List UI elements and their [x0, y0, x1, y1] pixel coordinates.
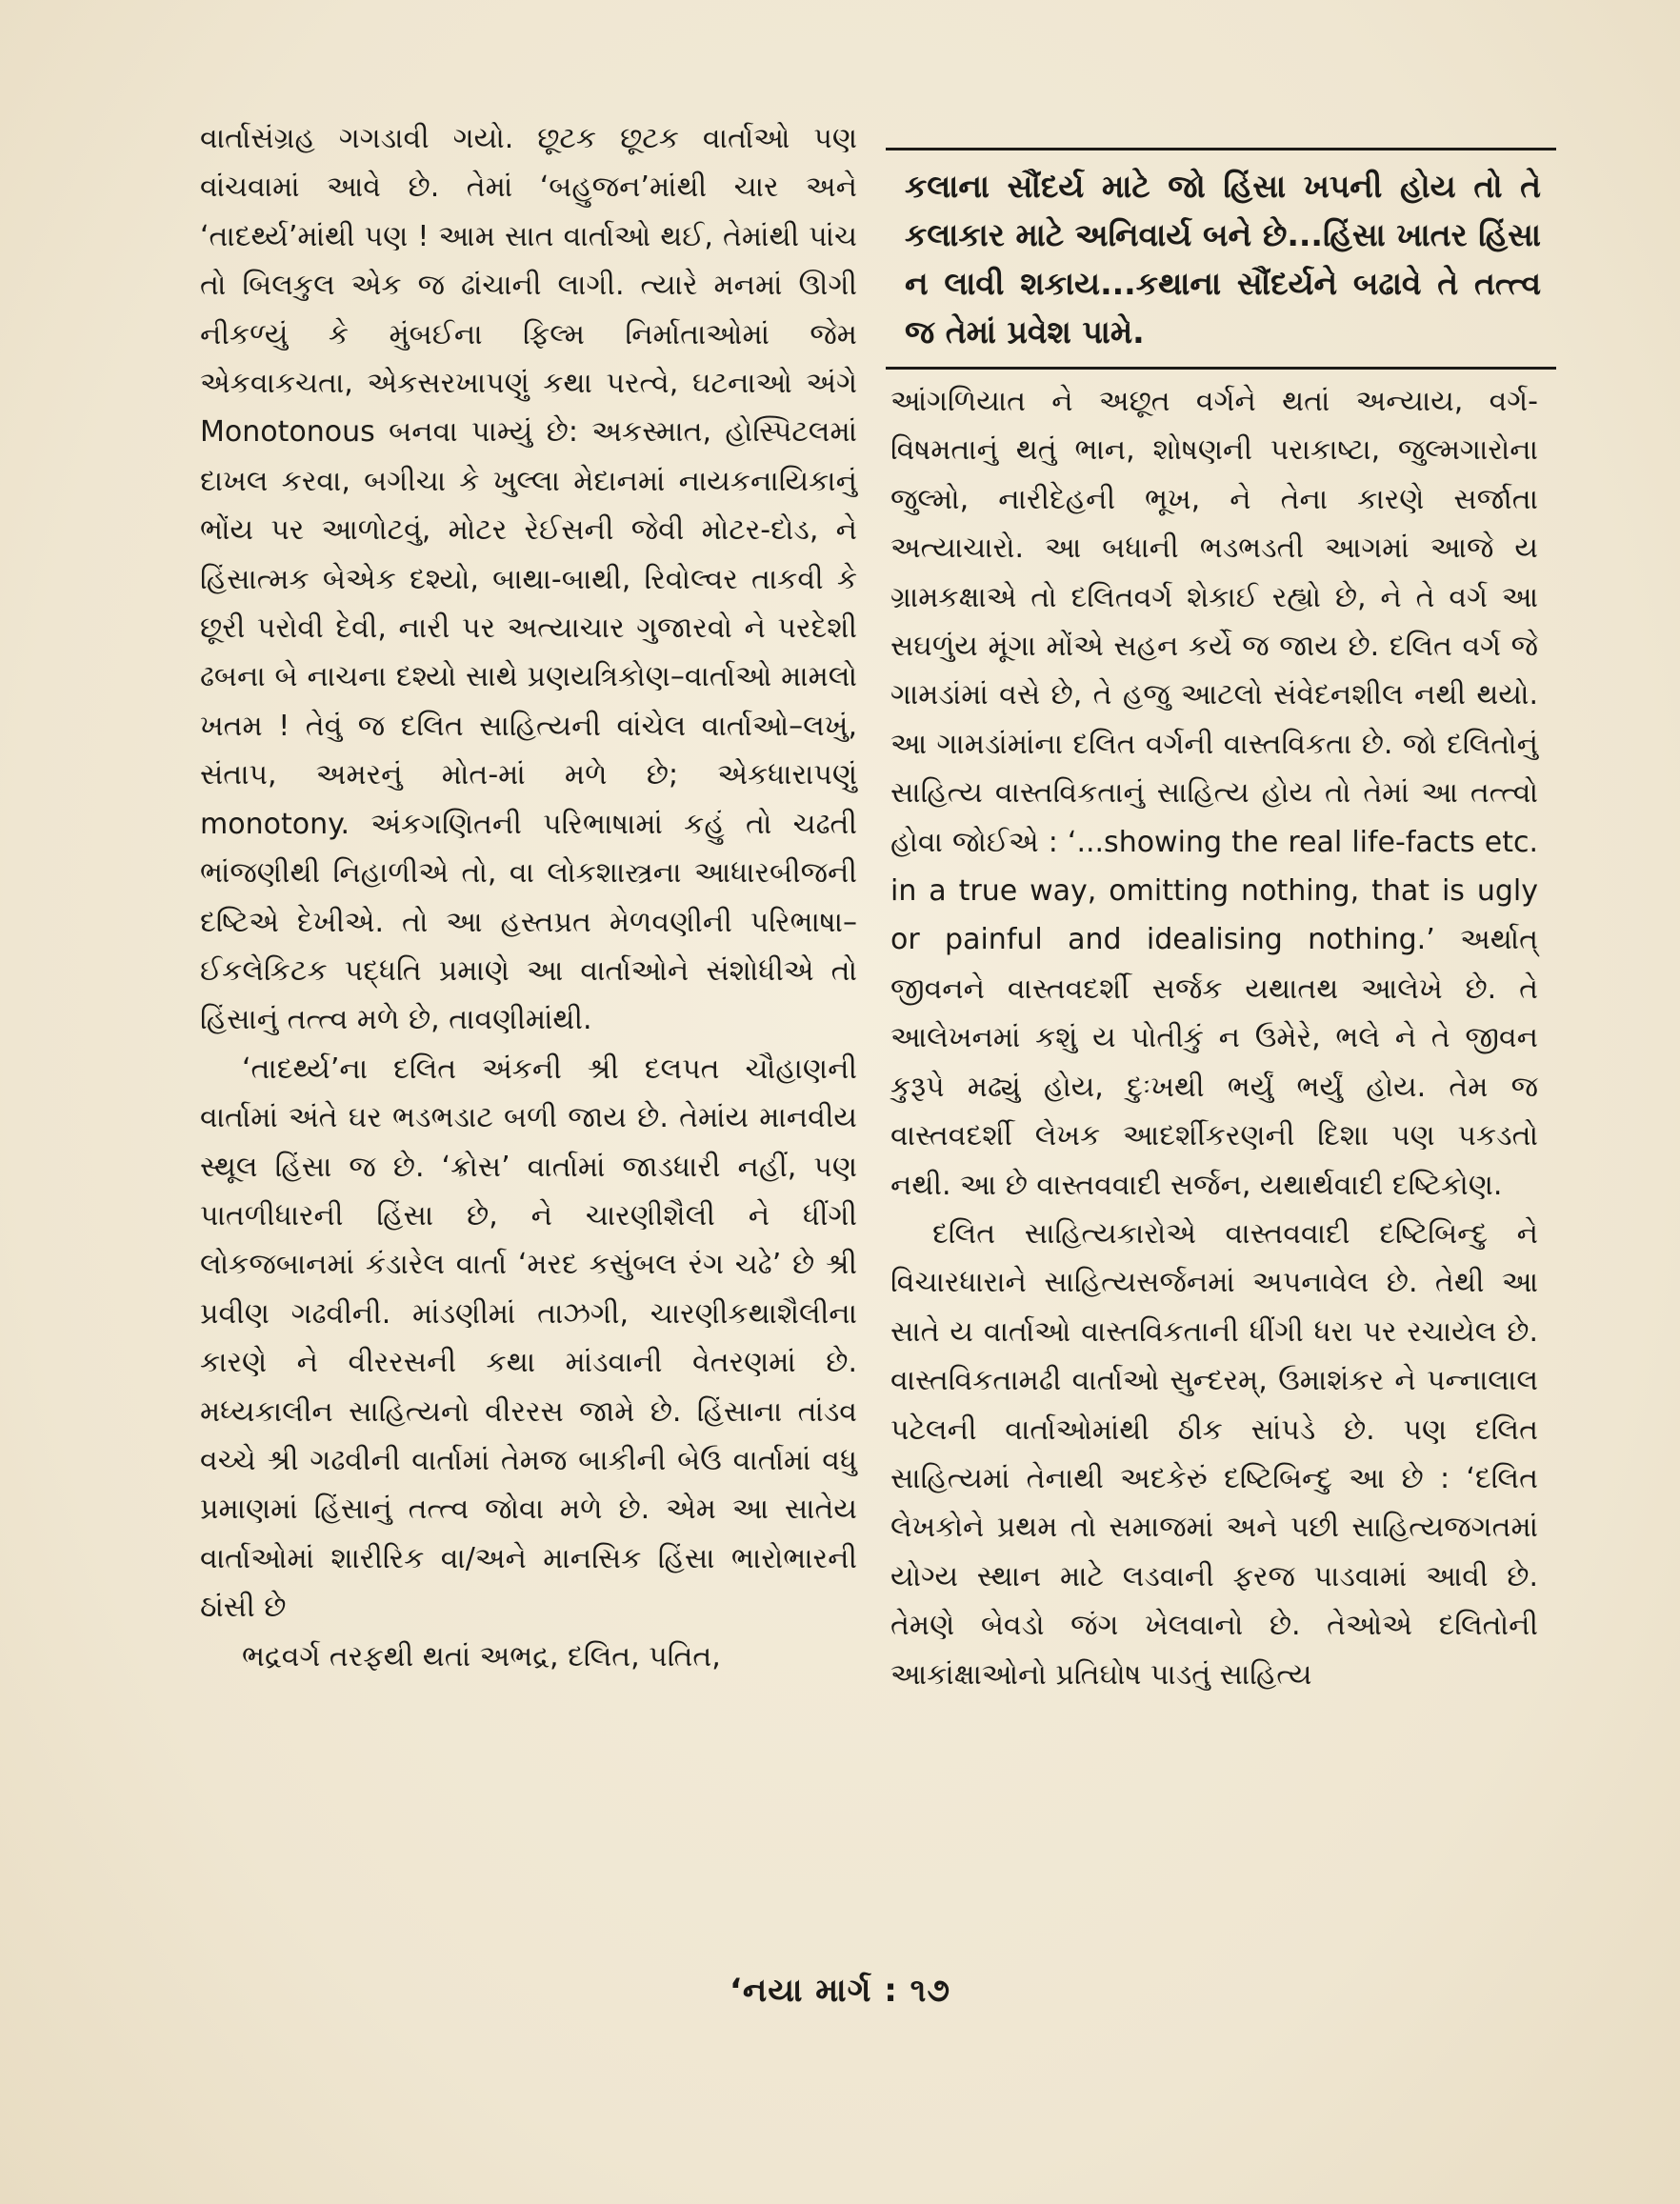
pull-quote-box: [886, 148, 1556, 370]
right-paragraph-1: આંગળિયાત ને અછૂત વર્ગને થતાં અન્યાય, વર્ગ-વિષમતાનું થતું ભાન, શોષણની પરાકાષ્ટા, જુલ્મગારોના જુલ્મો, નારીદેહની ભૂખ, ને તેના કારણે સર્જાતા અત્યાચારો. આ બધાની ભડભડતી આગમાં આજે ય ગ્રામકક્ષાએ તો દલિતવર્ગ શેકાઈ રહ્યો છે, ને તે વર્ગ આ સઘળુંય મૂંગા મોંએ સહન કર્યે જ જાય છે. દલિત વર્ગ જે ગામડાંમાં વસે છે, તે હજુ આટલો સંવેદનશીલ નથી થયો. આ ગામડાંમાંના દલિત વર્ગની વાસ્તવિકતા છે. જો દલિતોનું સાહિત્ય વાસ્તવિકતાનું સાહિત્ય હોય તો તેમાં આ તત્ત્વો હોવા જોઈએ : ‘...showing the real life-facts etc. in a true way, omitting nothing, that is ugly or painful and idealising nothing.’ અર્થાત્ જીવનને વાસ્તવદર્શી સર્જક યથાતથ આલેખે છે. તે આલેખનમાં કશું ય પોતીકું ન ઉમેરે, ભલે ને તે જીવન કુરૂપે મઢ્યું હોય, દુઃખથી ભર્યું ભર્યું હોય. તેમ જ વાસ્તવદર્શી લેખક આદર્શીકરણની દિશા પણ પકડતો નથી. આ છે વાસ્તવવાદી સર્જન, યથાર્થવાદી દષ્ટિકોણ.: [890, 385, 1538, 1202]
left-paragraph-3: ભદ્રવર્ગ તરફથી થતાં અભદ્ર, દલિત, પતિત,: [242, 1639, 721, 1673]
left-paragraph-1: વાર્તાસંગ્રહ ગગડાવી ગયો. છૂટક છૂટક વાર્તાઓ પણ વાંચવામાં આવે છે. તેમાં ‘બહુજન’માંથી ચાર અને ‘તાદર્થ્ય’માંથી પણ ! આમ સાત વાર્તાઓ થઈ, તેમાંથી પાંચ તો બિલકુલ એક જ ઢાંચાની લાગી. ત્યારે મનમાં ઊગી નીકળ્યું કે મુંબઈના ફિલ્મ નિર્માતાઓમાં જેમ એકવાકચતા, એકસરખાપણું કથા પરત્વે, ઘટનાઓ અંગે Monotonous બનવા પામ્યું છે: અકસ્માત, હોસ્પિટલમાં દાખલ કરવા, બગીચા કે ખુલ્લા મેદાનમાં નાયકનાયિકાનું ભોંય પર આળોટવું, મોટર રેઈસની જેવી મોટર-દોડ, ને હિંસાત્મક બેએક દશ્યો, બાથા-બાથી, રિવોલ્વર તાકવી કે છૂરી પરોવી દેવી, નારી પર અત્યાચાર ગુજારવો ને પરદેશી ઢબના બે નાચના દશ્યો સાથે પ્રણયત્રિકોણ–વાર્તાઓ મામલો ખતમ ! તેવું જ દલિત સાહિત્યની વાંચેલ વાર્તાઓ–લખું, સંતાપ, અમરનું મોત-માં મળે છે; એકધારાપણું monotony. અંકગણિતની પરિભાષામાં કહું તો ચઢતી ભાંજણીથી નિહાળીએ તો, વા લોકશાસ્ત્રના આધારબીજની દષ્ટિએ દેખીએ. તો આ હસ્તપ્રત મેળવણીની પરિભાષા–ઈકલેકિટક પદ્ધતિ પ્રમાણે આ વાર્તાઓને સંશોધીએ તો હિંસાનું તત્ત્વ મળે છે, તાવણીમાંથી.: [200, 122, 857, 1037]
right-paragraph-2: દલિત સાહિત્યકારોએ વાસ્તવવાદી દષ્ટિબિન્દુ ને વિચારધારાને સાહિત્યસર્જનમાં અપનાવેલ છે. તેથી આ સાતે ય વાર્તાઓ વાસ્તવિકતાની ધીંગી ધરા પર રચાયેલ છે. વાસ્તવિકતામઢી વાર્તાઓ સુન્દરમ્, ઉમાશંકર ને પન્નાલાલ પટેલની વાર્તાઓમાંથી ઠીક સાંપડે છે. પણ દલિત સાહિત્યમાં તેનાથી અદકેરું દષ્ટિબિન્દુ આ છે : ‘દલિત લેખકોને પ્રથમ તો સમાજમાં અને પછી સાહિત્યજગતમાં યોગ્ય સ્થાન માટે લડવાની ફરજ પાડવામાં આવી છે. તેમણે બેવડો જંગ ખેલવાનો છે. તેઓએ દલિતોની આકાંક્ષાઓનો પ્રતિઘોષ પાડતું સાહિત્ય: [890, 1216, 1538, 1692]
right-column: [890, 377, 1538, 1699]
left-paragraph-2: ‘તાદર્થ્ય’ના દલિત અંકની શ્રી દલપત ચૌહાણની વાર્તામાં અંતે ઘર ભડભડાટ બળી જાય છે. તેમાંય માનવીય સ્થૂલ હિંસા જ છે. ‘ક્રોસ’ વાર્તામાં જાડધારી નહીં, પણ પાતળીધારની હિંસા છે, ને ચારણીશૈલી ને ધીંગી લોકજબાનમાં કંડારેલ વાર્તા ‘મરદ કસુંબલ રંગ ચઢે’ છે શ્રી પ્રવીણ ગઢવીની. માંડણીમાં તાઝગી, ચારણીકથાશૈલીના કારણે ને વીરરસની કથા માંડવાની વેતરણમાં છે. મધ્યકાલીન સાહિત્યનો વીરરસ જામે છે. હિંસાના તાંડવ વચ્ચે શ્રી ગઢવીની વાર્તામાં તેમજ બાકીની બેઉ વાર્તામાં વધુ પ્રમાણમાં હિંસાનું તત્ત્વ જોવા મળે છે. એમ આ સાતેય વાર્તાઓમાં શારીરિક વા/અને માનસિક હિંસા ભારોભારની ઠાંસી છે: [200, 1052, 857, 1625]
pull-quote-text: કલાના સૌંદર્ય માટે જો હિંસા ખપની હોય તો તે કલાકાર માટે અનિવાર્ય બને છે...હિંસા ખાતર હિંસા ન લાવી શકાય...કથાના સૌંદર્યને બઢાવે તે તત્ત્વ જ તેમાં પ્રવેશ પામે.: [905, 168, 1541, 351]
page-footer: ‘નયા માર્ગ : ૧૭: [730, 1972, 950, 2010]
left-column: [200, 114, 857, 1681]
